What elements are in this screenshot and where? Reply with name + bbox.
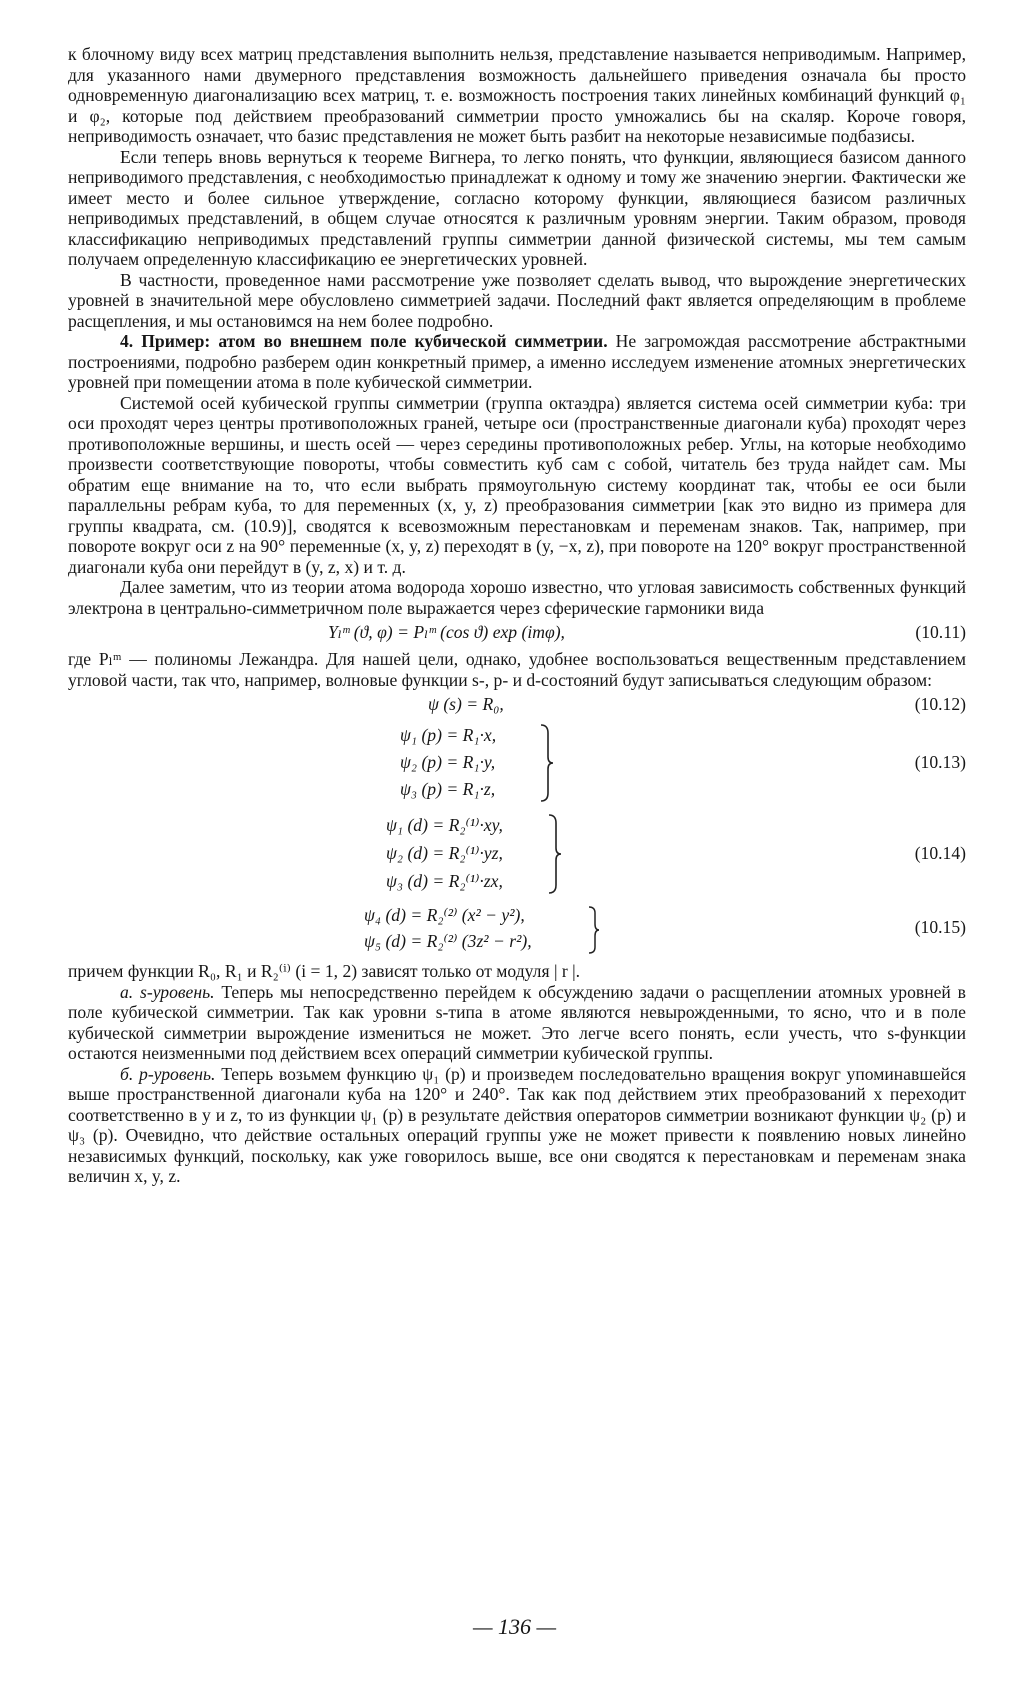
s-level-label: а. s-уровень. <box>120 981 215 1002</box>
equation-line: ψ₂ (p) = R₁·y, <box>400 752 496 772</box>
paragraph-legendre: где Pₗᵐ — полиномы Лежандра. Для нашей цели, однако, удобнее воспользоваться вещественным представлением угловой части, так что, например, волновые функции s-, p- и d-состояний будут записываться следующим образом: <box>68 649 966 690</box>
equation-10-11 <box>68 618 966 649</box>
equation-line: ψ₅ (d) = R₂⁽²⁾ (3z² − r²), <box>364 931 532 951</box>
equation-number: (10.15) <box>914 917 966 937</box>
paragraph-cube-axes: Системой осей кубической группы симметрии (группа октаэдра) является система осей симметрии куба: три оси проходят через центры противоположных граней, четыре оси (пространственные диагонали куба) проходят через противоположные вершины, и шесть осей — через середины противоположных ребер. Углы, на которые необходимо произвести соответствующие повороты, чтобы совместить куб сам с собой, читатель без труда найдет сам. Мы обратим еще внимание на то, что если выбрать прямоугольную систему координат так, чтобы ее оси были параллельны ребрам куба, то для переменных (x, y, z) преобразования симметрии [как это видно из примера для группы квадрата, см. (10.9)], сводятся к всевозможным перестановкам и переменам знаков. Так, например, при повороте вокруг оси z на 90° переменные (x, y, z) переходят в (y, −x, z), при повороте на 120° вокруг пространственной диагонали куба они перейдут в (y, z, x) и т. д. <box>68 392 966 577</box>
equation-number: (10.13) <box>914 752 966 772</box>
equation-number: (10.12) <box>914 694 966 714</box>
equation-line: ψ₄ (d) = R₂⁽²⁾ (x² − y²), <box>364 905 525 925</box>
equation-line: ψ₃ (d) = R₂⁽¹⁾·zx, <box>386 871 503 891</box>
equation-number: (10.14) <box>914 843 966 863</box>
section-intro: Не загромождая рассмотрение абстрактными построениями, подробно разберем один конкретный пример, а именно исследуем изменение атомных энергетических уровней при помещении атома в поле кубической симметрии. <box>68 331 966 392</box>
paragraph-irreducible: к блочному виду всех матриц представления выполнить нельзя, представление называется неприводимым. Например, для указанного нами двумерного представления возможность дальнейшего приведения означала бы просто одновременную диагонализацию всех матриц, т. е. возможность построения таких линейных комбинаций функций φ₁ и φ₂, которые под действием преобразований симметрии просто умножались бы на скаляр. Короче говоря, неприводимость означает, что базис представления не может быть разбит на некоторые независимые подбазисы. <box>68 44 966 146</box>
equation-10-14 <box>68 807 966 897</box>
equation-body: Yₗᵐ (ϑ, φ) = Pₗᵐ (cos ϑ) exp (imφ), <box>328 622 565 642</box>
paragraph-radial: причем функции R₀, R₁ и R₂⁽ⁱ⁾ (i = 1, 2) зависят только от модуля | r |. <box>68 961 581 981</box>
p-level-text: Теперь возьмем функцию ψ₁ (p) и произведем последовательно вращения вокруг упоминавшейся выше пространственной диагонали куба на 120° и 240°. Так как под действием этих преобразований x переходит соответственно в y и z, то из функции ψ₁ (p) в результате действия операторов симметрии возникают функции ψ₂ (p) и ψ₃ (p). Очевидно, что действие остальных операций группы уже не может привести к появлению новых линейно независимых функций, поскольку, как уже говорилось выше, все они сводятся к перестановкам и переменам знака величин x, y, z. <box>68 1063 966 1186</box>
equation-line: ψ₁ (d) = R₂⁽¹⁾·xy, <box>386 815 503 835</box>
paragraph-p-level <box>68 1064 966 1187</box>
paragraph-degeneracy: В частности, проведенное нами рассмотрение уже позволяет сделать вывод, что вырождение энергетических уровней в значительной мере обусловлено симметрией задачи. Последний факт является определяющим в проблеме расщепления, и мы остановимся на нем более подробно. <box>68 269 966 331</box>
page-content <box>68 44 966 1187</box>
paragraph-wigner: Если теперь вновь вернуться к теореме Вигнера, то легко понять, что функции, являющиеся базисом данного неприводимого представления, с необходимостью принадлежат к одному и тому же значению энергии. Фактически же имеет место и более сильное утверждение, согласно которому функции, являющиеся базисом различных неприводимых представлений, в общем случае относятся к различным уровням энергии. Таким образом, проводя классификацию неприводимых представлений группы симметрии данной физической системы, мы тем самым получаем определенную классификацию ее энергетических уровней. <box>68 146 966 269</box>
equation-body: ψ (s) = R₀, <box>428 694 504 714</box>
equation-line: ψ₃ (p) = R₁·z, <box>400 779 496 799</box>
equation-line: ψ₂ (d) = R₂⁽¹⁾·yz, <box>386 843 503 863</box>
p-level-label: б. p-уровень. <box>120 1063 216 1084</box>
s-level-text: Теперь мы непосредственно перейдем к обсуждению задачи о расщеплении атомных уровней в поле кубической симметрии. Так как уровни s-типа в атоме являются невырожденными, то ясно, что и в поле кубической симметрии вырождение измениться не может. Это легче всего понять, если учесть, что s-функции остаются неизменными под действием всех операций симметрии кубической группы. <box>68 981 966 1063</box>
equation-10-12 <box>68 690 966 721</box>
paragraph-example-heading <box>68 331 966 393</box>
right-brace-icon <box>546 813 564 895</box>
equation-10-15 <box>68 897 966 961</box>
equation-10-13 <box>68 721 966 807</box>
right-brace-icon <box>538 723 556 803</box>
right-brace-icon <box>586 905 602 955</box>
equation-number: (10.11) <box>915 622 966 642</box>
section-heading: 4. Пример: атом во внешнем поле кубической симметрии. <box>120 331 608 351</box>
page-number: — 136 — <box>472 1614 557 1639</box>
equation-line: ψ₁ (p) = R₁·x, <box>400 725 497 745</box>
paragraph-s-level <box>68 982 966 1064</box>
paragraph-harmonics: Далее заметим, что из теории атома водорода хорошо известно, что угловая зависимость собственных функций электрона в центрально-симметричном поле выражается через сферические гармоники вида <box>68 577 966 618</box>
